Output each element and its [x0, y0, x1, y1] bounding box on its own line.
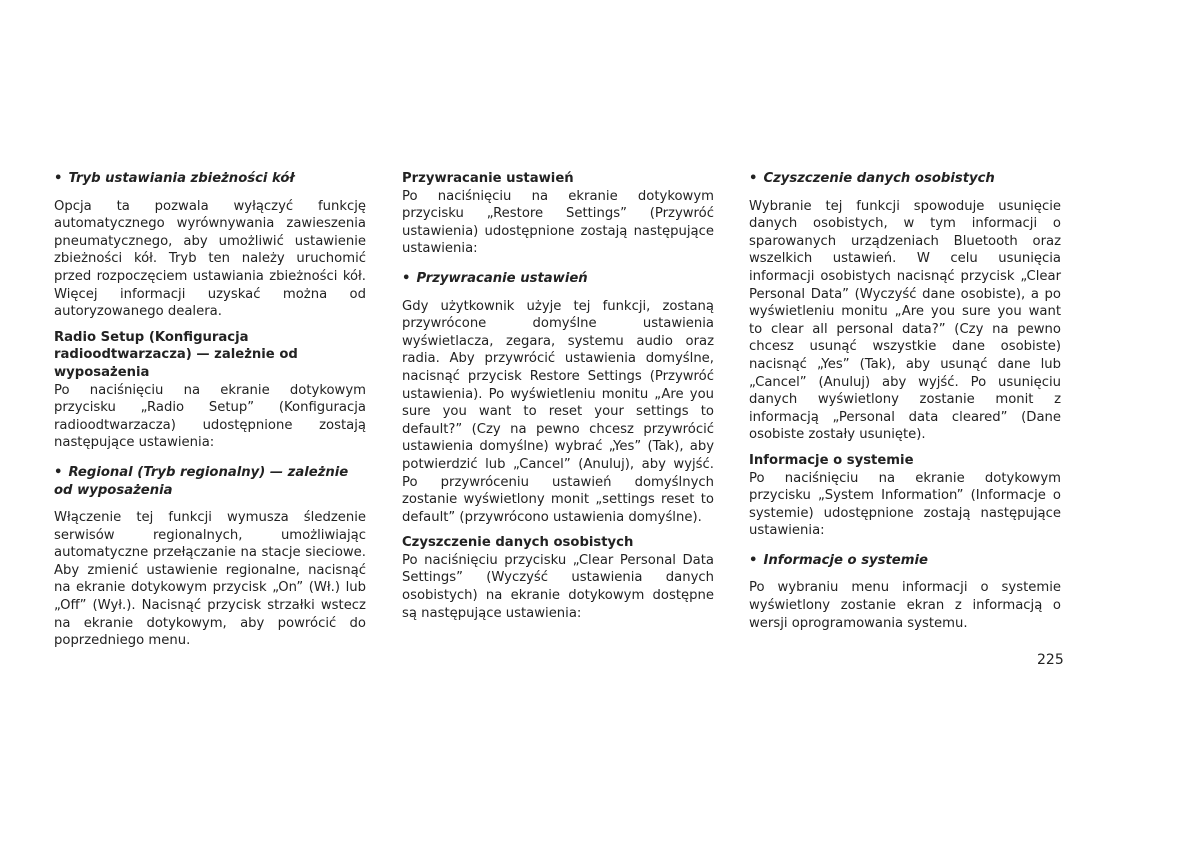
section-heading: Przywracanie ustawień [402, 171, 574, 186]
bullet-heading [54, 170, 366, 188]
bullet-dot: • [54, 464, 63, 480]
section-heading: Czyszczenie danych osobistych [402, 535, 634, 551]
paragraph: Włączenie tej funkcji wymusza śledzenie serwisów regionalnych, umożliwiając automatyczne przełączanie na stacje sieciowe. Aby zmienić ustawienie regionalne, nacisnąć na ekranie dotykowym przycisk „On” (Wł.) lub „Off” (Wył.). Nacisnąć przycisk strzałki wstecz na ekranie dotykowym, aby powrócić do poprzedniego menu. [54, 510, 366, 649]
paragraph: Gdy użytkownik użyje tej funkcji, zostaną przywrócone domyślne ustawienia wyświetlacza, zegara, systemu audio oraz radia. Aby przywrócić ustawienia domyślne, nacisnąć przycisk Restore Settings (Przywróć ustawienia). Po wyświetleniu monitu „Are you sure you want to reset your settings to default?” (Czy na pewno chcesz przywrócić ustawienia domyślne) wybrać „Yes” (Tak), aby potwierdzić lub „Cancel” (Anuluj), aby wyjść. Po przywróceniu ustawień domyślnych zostanie wyświetlony monit „settings reset to default” (przywrócono ustawienia domyślne). [402, 298, 714, 525]
bullet-dot: • [749, 171, 758, 186]
paragraph: Po naciśnięciu na ekranie dotykowym przycisku „System Information” (Informacje o systemie) udostępnione zostają następujące ustawienia: [749, 470, 1061, 539]
bullet-heading [749, 170, 1061, 188]
paragraph: Wybranie tej funkcji spowoduje usunięcie danych osobistych, w tym informacji o sparowanych urządzeniach Bluetooth oraz wszelkich ustawień. W celu usunięcia informacji osobistych nacisnąć przycisk „Clear Personal Data” (Wyczyść dane osobiste), a po wyświetleniu monitu „Are you sure you want to clear all personal data?” (Czy na pewno chcesz usunąć wszystkie dane osobiste) nacisnąć „Yes” (Tak), aby usunąć dane lub „Cancel” (Anuluj) aby wyjść. Po usunięciu danych wyświetlony zostanie monit z informacją „Personal data cleared” (Dane osobiste zostały usunięte). [749, 198, 1061, 443]
bullet-heading-text: Regional (Tryb regionalny) — zależnie od wyposażenia [54, 464, 349, 498]
bullet-dot: • [749, 552, 758, 568]
bullet-dot: • [402, 270, 411, 286]
section-heading: Informacje o systemie [749, 452, 914, 468]
column-left [54, 170, 366, 650]
bullet-heading [402, 270, 714, 288]
paragraph: Opcja ta pozwala wyłączyć funkcję automatycznego wyrównywania zawieszenia pneumatycznego, aby umożliwić ustawienie zbieżności kół. Tryb ten należy uruchomić przed rozpoczęciem ustawiania zbieżności kół. Więcej informacji uzyskać można od autoryzowanego dealera. [54, 198, 366, 320]
section-heading: Radio Setup (Konfiguracja radioodtwarzacza) — zależnie od wyposażenia [54, 329, 298, 380]
bullet-heading-text: Czyszczenie danych osobistych [763, 171, 995, 186]
bullet-heading-text: Przywracanie ustawień [416, 270, 588, 286]
page-number: 225 [1037, 652, 1064, 668]
paragraph: Po wybraniu menu informacji o systemie wyświetlony zostanie ekran z informacją o wersji oprogramowania systemu. [749, 580, 1061, 631]
bullet-heading-text: Tryb ustawiania zbieżności kół [68, 171, 295, 186]
bullet-dot: • [54, 171, 63, 186]
paragraph: Po naciśnięciu przycisku „Clear Personal Data Settings” (Wyczyść ustawienia danych osobistych) na ekranie dotykowym dostępne są następujące ustawienia: [402, 552, 714, 621]
paragraph: Po naciśnięciu na ekranie dotykowym przycisku „Restore Settings” (Przywróć ustawienia) udostępnione zostają następujące ustawienia: [402, 188, 714, 257]
column-middle [402, 170, 714, 622]
bullet-heading [749, 552, 1061, 570]
bullet-heading-text: Informacje o systemie [763, 552, 928, 568]
paragraph: Po naciśnięciu na ekranie dotykowym przycisku „Radio Setup” (Konfiguracja radioodtwarzacza) udostępnione zostają następujące ustawienia: [54, 382, 366, 451]
bullet-heading [54, 464, 366, 499]
column-right [749, 170, 1061, 632]
